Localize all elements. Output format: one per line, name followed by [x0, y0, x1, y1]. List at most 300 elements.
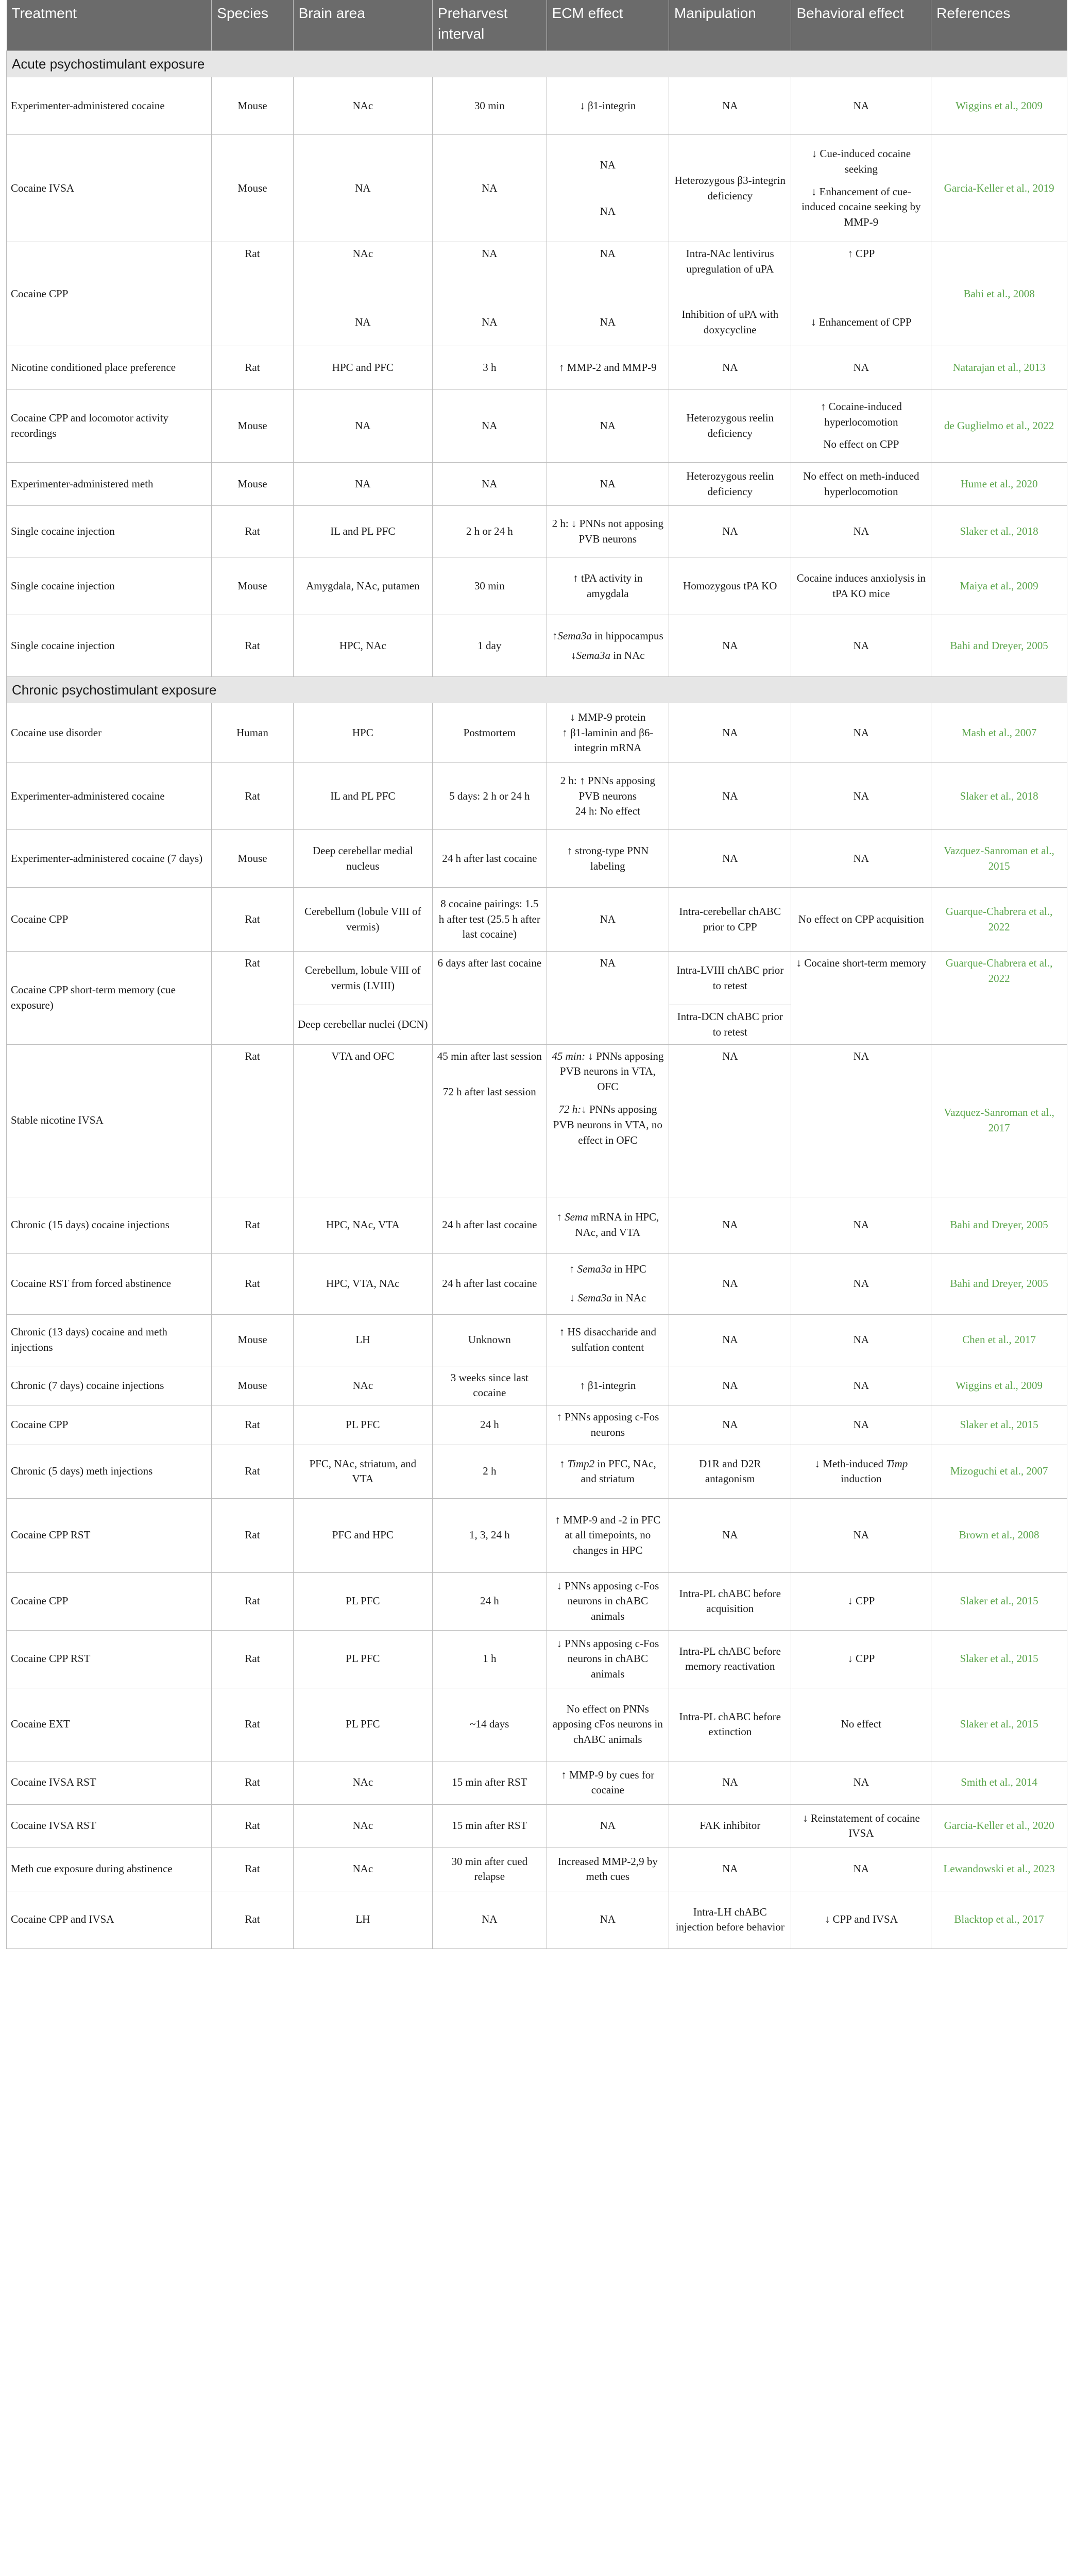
interval-cell: NA: [433, 463, 547, 506]
treatment-cell: Experimenter-administered cocaine: [7, 77, 212, 135]
reference-link[interactable]: Maiya et al., 2009: [931, 557, 1067, 615]
behavioral-effect-cell: NA: [791, 1044, 931, 1197]
table-row: [7, 1405, 1067, 1445]
reference-link[interactable]: Natarajan et al., 2013: [931, 346, 1067, 389]
interval-cell: 5 days: 2 h or 24 h: [433, 763, 547, 830]
treatment-cell: Cocaine IVSA RST: [7, 1804, 212, 1848]
interval-cell: 24 h: [433, 1572, 547, 1630]
reference-link[interactable]: Slaker et al., 2018: [931, 506, 1067, 557]
manipulation-cell: Heterozygous β3-integrin deficiency: [669, 135, 791, 242]
reference-link[interactable]: Bahi et al., 2008: [931, 242, 1067, 346]
brain-area-cell: IL and PL PFC: [293, 506, 432, 557]
section-row-acute: [7, 51, 1067, 77]
behavioral-effect-cell: NA: [791, 703, 931, 763]
treatment-cell: Cocaine CPP and IVSA: [7, 1891, 212, 1948]
behavioral-effect-cell: [791, 135, 931, 242]
ecm-effect-line: ↑ β1-laminin and β6-integrin mRNA: [562, 726, 654, 754]
ecm-effect-text: mRNA in HPC, NAc, and VTA: [575, 1211, 659, 1239]
reference-link[interactable]: Brown et al., 2008: [931, 1498, 1067, 1572]
brain-area-cell: Cerebellum, lobule VIII of vermis (LVIII): [293, 952, 432, 1005]
interval-cell: 24 h after last cocaine: [433, 1253, 547, 1314]
species-cell: Rat: [212, 506, 293, 557]
arrow-down-icon: ↓: [569, 1292, 578, 1304]
brain-area-cell: NAc: [293, 242, 432, 300]
interval-cell: 24 h: [433, 1405, 547, 1445]
brain-area-cell: NAc: [293, 1804, 432, 1848]
interval-line: 45 min after last session: [437, 1049, 542, 1062]
species-cell: Mouse: [212, 463, 293, 506]
treatment-cell: Chronic (7 days) cocaine injections: [7, 1366, 212, 1405]
reference-link[interactable]: Garcia-Keller et al., 2020: [931, 1804, 1067, 1848]
species-cell: Mouse: [212, 1366, 293, 1405]
ecm-effect-cell: ↑ tPA activity in amygdala: [547, 557, 669, 615]
interval-cell: Unknown: [433, 1314, 547, 1366]
brain-area-cell: IL and PL PFC: [293, 763, 432, 830]
brain-area-cell: Deep cerebellar nuclei (DCN): [293, 1005, 432, 1045]
species-cell: Rat: [212, 1630, 293, 1688]
manipulation-cell: NA: [669, 1197, 791, 1253]
manipulation-cell: Intra-LVIII chABC prior to retest: [669, 952, 791, 1005]
ecm-effects-table: [6, 0, 1067, 1949]
manipulation-cell: Intra-PL chABC before memory reactivation: [669, 1630, 791, 1688]
ecm-effect-cell: [547, 1253, 669, 1314]
manipulation-cell: NA: [669, 1314, 791, 1366]
ecm-effect-line: [551, 1049, 664, 1095]
table-row: [7, 1572, 1067, 1630]
col-header-brain-area: Brain area: [293, 0, 432, 51]
ecm-effect-cell: [547, 615, 669, 677]
reference-link[interactable]: Slaker et al., 2015: [931, 1405, 1067, 1445]
gene-name: Sema3a: [576, 649, 611, 662]
brain-area-cell: NA: [293, 300, 432, 346]
ecm-effect-cell: [547, 703, 669, 763]
behavioral-effect-cell: ↓ CPP: [791, 1630, 931, 1688]
brain-area-cell: PL PFC: [293, 1572, 432, 1630]
manipulation-cell: FAK inhibitor: [669, 1804, 791, 1848]
reference-link[interactable]: Slaker et al., 2015: [931, 1688, 1067, 1761]
reference-link[interactable]: Bahi and Dreyer, 2005: [931, 615, 1067, 677]
col-header-references: References: [931, 0, 1067, 51]
brain-area-cell: NAc: [293, 1761, 432, 1804]
behavioral-effect-cell: NA: [791, 1405, 931, 1445]
reference-link[interactable]: Wiggins et al., 2009: [931, 77, 1067, 135]
treatment-cell: Single cocaine injection: [7, 615, 212, 677]
behavioral-effect-line: ↓ Enhancement of cue-induced cocaine seeking by MMP-9: [802, 185, 921, 229]
section-title-chronic: Chronic psychostimulant exposure: [7, 677, 1067, 703]
treatment-cell: Cocaine CPP: [7, 1405, 212, 1445]
interval-cell: 1, 3, 24 h: [433, 1498, 547, 1572]
reference-link[interactable]: de Guglielmo et al., 2022: [931, 389, 1067, 463]
gene-name: Timp: [886, 1457, 908, 1470]
species-cell: Mouse: [212, 135, 293, 242]
ecm-effect-cell: ↓ PNNs apposing c-Fos neurons in chABC animals: [547, 1572, 669, 1630]
arrow-up-icon: ↑: [556, 1211, 565, 1224]
interval-cell: 24 h after last cocaine: [433, 830, 547, 888]
manipulation-cell: NA: [669, 830, 791, 888]
ecm-effect-text: in PFC, NAc, and striatum: [581, 1457, 656, 1485]
section-row-chronic: [7, 677, 1067, 703]
species-cell: Rat: [212, 1761, 293, 1804]
header-row: [7, 0, 1067, 51]
ecm-effect-cell: ↑ MMP-9 and -2 in PFC at all timepoints, no changes in HPC: [547, 1498, 669, 1572]
behavioral-effect-cell: ↓ CPP: [791, 1572, 931, 1630]
table-row: [7, 1498, 1067, 1572]
behavioral-effect-cell: No effect on CPP acquisition: [791, 888, 931, 952]
table-row: [7, 346, 1067, 389]
species-cell: Mouse: [212, 77, 293, 135]
behavioral-effect-line: ↓ Cue-induced cocaine seeking: [811, 147, 911, 175]
interval-cell: 8 cocaine pairings: 1.5 h after test (25.5 h after last cocaine): [433, 888, 547, 952]
brain-area-cell: NA: [293, 135, 432, 242]
ecm-effect-cell: ↑ PNNs apposing c-Fos neurons: [547, 1405, 669, 1445]
behavioral-effect-cell: Cocaine induces anxiolysis in tPA KO mice: [791, 557, 931, 615]
ecm-effect-cell: 2 h: ↓ PNNs not apposing PVB neurons: [547, 506, 669, 557]
behavioral-effect-cell: ↓ Reinstatement of cocaine IVSA: [791, 1804, 931, 1848]
brain-area-cell: LH: [293, 1314, 432, 1366]
species-cell: Rat: [212, 888, 293, 952]
treatment-cell: Meth cue exposure during abstinence: [7, 1848, 212, 1891]
behavioral-effect-cell: NA: [791, 1366, 931, 1405]
ecm-effect-cell: Increased MMP-2,9 by meth cues: [547, 1848, 669, 1891]
treatment-cell: Cocaine CPP: [7, 888, 212, 952]
species-cell: Mouse: [212, 557, 293, 615]
table-row: [7, 135, 1067, 242]
ecm-effect-cell: No effect on PNNs apposing cFos neurons in chABC animals: [547, 1688, 669, 1761]
manipulation-cell: NA: [669, 703, 791, 763]
reference-link[interactable]: Hume et al., 2020: [931, 463, 1067, 506]
behavioral-effect-line: No effect on CPP: [823, 438, 899, 451]
brain-area-cell: Deep cerebellar medial nucleus: [293, 830, 432, 888]
table-row: [7, 1314, 1067, 1366]
brain-area-cell: NA: [293, 463, 432, 506]
manipulation-cell: NA: [669, 77, 791, 135]
reference-link[interactable]: Mizoguchi et al., 2007: [931, 1445, 1067, 1498]
manipulation-cell: Heterozygous reelin deficiency: [669, 389, 791, 463]
brain-area-cell: PL PFC: [293, 1630, 432, 1688]
species-cell: Rat: [212, 1445, 293, 1498]
interval-cell: 6 days after last cocaine: [433, 952, 547, 1045]
behavioral-effect-cell: NA: [791, 830, 931, 888]
treatment-cell: Experimenter-administered cocaine (7 days): [7, 830, 212, 888]
brain-area-cell: NAc: [293, 1366, 432, 1405]
treatment-cell: Cocaine RST from forced abstinence: [7, 1253, 212, 1314]
manipulation-cell: Heterozygous reelin deficiency: [669, 463, 791, 506]
table-row: [7, 1804, 1067, 1848]
behavioral-effect-line: ↑ Cocaine-induced hyperlocomotion: [820, 400, 902, 428]
ecm-effect-cell: NA: [547, 242, 669, 300]
ecm-effect-cell: NA: [547, 300, 669, 346]
gene-name: Timp2: [567, 1457, 595, 1470]
treatment-cell: Stable nicotine IVSA: [7, 1044, 212, 1197]
species-cell: Rat: [212, 1197, 293, 1253]
reference-link[interactable]: Wiggins et al., 2009: [931, 1366, 1067, 1405]
interval-cell: ~14 days: [433, 1688, 547, 1761]
table-row: [7, 242, 1067, 300]
ecm-effect-line: NA: [600, 158, 616, 171]
ecm-effect-cell: ↑ MMP-9 by cues for cocaine: [547, 1761, 669, 1804]
ecm-effect-cell: NA: [547, 952, 669, 1045]
treatment-cell: Single cocaine injection: [7, 557, 212, 615]
brain-area-cell: NA: [293, 389, 432, 463]
ecm-effect-text: in HPC: [611, 1263, 646, 1276]
behavioral-effect-cell: NA: [791, 506, 931, 557]
col-header-preharvest-interval: Preharvest interval: [433, 0, 547, 51]
ecm-effect-cell: [547, 135, 669, 242]
behavioral-effect-cell: NA: [791, 1848, 931, 1891]
reference-link[interactable]: Chen et al., 2017: [931, 1314, 1067, 1366]
brain-area-cell: LH: [293, 1891, 432, 1948]
behavioral-effect-cell: NA: [791, 1197, 931, 1253]
reference-link[interactable]: Slaker et al., 2015: [931, 1572, 1067, 1630]
reference-link[interactable]: Vazquez-Sanroman et al., 2015: [931, 830, 1067, 888]
reference-link[interactable]: Smith et al., 2014: [931, 1761, 1067, 1804]
interval-cell: Postmortem: [433, 703, 547, 763]
col-header-behavioral-effect: Behavioral effect: [791, 0, 931, 51]
behavioral-effect-cell: NA: [791, 1498, 931, 1572]
brain-area-cell: NAc: [293, 77, 432, 135]
table-row: [7, 703, 1067, 763]
treatment-cell: Cocaine CPP RST: [7, 1630, 212, 1688]
ecm-effect-cell: ↑ HS disaccharide and sulfation content: [547, 1314, 669, 1366]
col-header-ecm-effect: ECM effect: [547, 0, 669, 51]
interval-cell: 3 weeks since last cocaine: [433, 1366, 547, 1405]
gene-name: Sema3a: [577, 1292, 612, 1304]
table-row: [7, 1366, 1067, 1405]
table-row: [7, 888, 1067, 952]
brain-area-cell: PFC, NAc, striatum, and VTA: [293, 1445, 432, 1498]
ecm-table-container: [6, 0, 1067, 1949]
manipulation-cell: NA: [669, 763, 791, 830]
species-cell: Rat: [212, 1848, 293, 1891]
ecm-effect-cell: NA: [547, 1891, 669, 1948]
brain-area-cell: HPC, NAc: [293, 615, 432, 677]
timepoint-label: 72 h:: [558, 1103, 582, 1116]
behavioral-effect-text: induction: [841, 1472, 882, 1485]
table-row: [7, 1253, 1067, 1314]
ecm-effect-line: [551, 1102, 664, 1148]
manipulation-cell: Intra-PL chABC before extinction: [669, 1688, 791, 1761]
treatment-cell: Cocaine CPP: [7, 242, 212, 346]
species-cell: Mouse: [212, 830, 293, 888]
treatment-cell: Chronic (15 days) cocaine injections: [7, 1197, 212, 1253]
behavioral-effect-cell: ↑ CPP: [791, 242, 931, 300]
treatment-cell: Chronic (13 days) cocaine and meth injections: [7, 1314, 212, 1366]
ecm-effect-cell: ↓ PNNs apposing c-Fos neurons in chABC animals: [547, 1630, 669, 1688]
table-row: [7, 830, 1067, 888]
manipulation-cell: Intra-LH chABC injection before behavior: [669, 1891, 791, 1948]
treatment-cell: Chronic (5 days) meth injections: [7, 1445, 212, 1498]
brain-area-cell: PL PFC: [293, 1688, 432, 1761]
behavioral-effect-cell: ↓ CPP and IVSA: [791, 1891, 931, 1948]
treatment-cell: Cocaine IVSA RST: [7, 1761, 212, 1804]
species-cell: Rat: [212, 763, 293, 830]
ecm-effect-cell: NA: [547, 463, 669, 506]
manipulation-cell: Homozygous tPA KO: [669, 557, 791, 615]
brain-area-cell: Amygdala, NAc, putamen: [293, 557, 432, 615]
treatment-cell: Cocaine EXT: [7, 1688, 212, 1761]
manipulation-cell: NA: [669, 1848, 791, 1891]
manipulation-cell: NA: [669, 1761, 791, 1804]
table-row: [7, 1630, 1067, 1688]
species-cell: Rat: [212, 1044, 293, 1197]
ecm-effect-line: [551, 629, 664, 644]
manipulation-cell: NA: [669, 1498, 791, 1572]
treatment-cell: Cocaine IVSA: [7, 135, 212, 242]
table-row: [7, 952, 1067, 1005]
behavioral-effect-cell: NA: [791, 615, 931, 677]
ecm-effect-cell: ↑ MMP-2 and MMP-9: [547, 346, 669, 389]
arrow-up-icon: ↑: [559, 1457, 568, 1470]
interval-cell: 1 day: [433, 615, 547, 677]
arrow-up-icon: ↑: [569, 1263, 577, 1276]
ecm-effect-line: 2 h: ↑ PNNs apposing PVB neurons: [560, 774, 655, 802]
ecm-effect-text: ↓ PNNs apposing PVB neurons in VTA, OFC: [559, 1049, 664, 1093]
manipulation-cell: NA: [669, 1253, 791, 1314]
brain-area-cell: HPC and PFC: [293, 346, 432, 389]
reference-link[interactable]: Bahi and Dreyer, 2005: [931, 1253, 1067, 1314]
interval-cell: NA: [433, 389, 547, 463]
manipulation-cell: Intra-NAc lentivirus upregulation of uPA: [669, 242, 791, 300]
ecm-effect-line: [551, 1262, 664, 1277]
interval-cell: 15 min after RST: [433, 1761, 547, 1804]
species-cell: Rat: [212, 1498, 293, 1572]
col-header-manipulation: Manipulation: [669, 0, 791, 51]
brain-area-cell: PFC and HPC: [293, 1498, 432, 1572]
behavioral-effect-cell: No effect: [791, 1688, 931, 1761]
interval-cell: 1 h: [433, 1630, 547, 1688]
ecm-effect-text: in NAc: [611, 1292, 646, 1304]
ecm-effect-line: [551, 1291, 664, 1306]
behavioral-effect-cell: NA: [791, 1314, 931, 1366]
manipulation-cell: NA: [669, 346, 791, 389]
reference-link[interactable]: Vazquez-Sanroman et al., 2017: [931, 1044, 1067, 1197]
table-row: [7, 1848, 1067, 1891]
treatment-cell: Nicotine conditioned place preference: [7, 346, 212, 389]
arrow-up-icon: ↑: [552, 629, 558, 642]
behavioral-effect-cell: ↓ Enhancement of CPP: [791, 300, 931, 346]
behavioral-effect-cell: [791, 1445, 931, 1498]
interval-cell: NA: [433, 300, 547, 346]
ecm-effect-cell: [547, 1197, 669, 1253]
interval-cell: 30 min after cued relapse: [433, 1848, 547, 1891]
gene-name: Sema: [565, 1211, 588, 1224]
brain-area-cell: NAc: [293, 1848, 432, 1891]
ecm-effect-cell: NA: [547, 1804, 669, 1848]
manipulation-cell: NA: [669, 1044, 791, 1197]
gene-name: Sema3a: [577, 1263, 612, 1276]
reference-link[interactable]: Slaker et al., 2018: [931, 763, 1067, 830]
interval-line: 72 h after last session: [442, 1086, 536, 1098]
behavioral-effect-cell: ↓ Cocaine short-term memory: [791, 952, 931, 1045]
timepoint-label: 45 min:: [552, 1049, 586, 1062]
species-cell: Mouse: [212, 1314, 293, 1366]
brain-area-cell: PL PFC: [293, 1405, 432, 1445]
behavioral-effect-cell: No effect on meth-induced hyperlocomotion: [791, 463, 931, 506]
reference-link[interactable]: Lewandowski et al., 2023: [931, 1848, 1067, 1891]
reference-link[interactable]: Garcia-Keller et al., 2019: [931, 135, 1067, 242]
table-row: [7, 1197, 1067, 1253]
table-row: [7, 463, 1067, 506]
interval-cell: 2 h or 24 h: [433, 506, 547, 557]
interval-cell: 3 h: [433, 346, 547, 389]
ecm-effect-text: in hippocampus: [591, 629, 663, 642]
behavioral-effect-cell: NA: [791, 346, 931, 389]
brain-area-cell: HPC, VTA, NAc: [293, 1253, 432, 1314]
brain-area-cell: HPC: [293, 703, 432, 763]
ecm-effect-line: 24 h: No effect: [575, 805, 640, 818]
section-title-acute: Acute psychostimulant exposure: [7, 51, 1067, 77]
manipulation-cell: Intra-cerebellar chABC prior to CPP: [669, 888, 791, 952]
interval-cell: 2 h: [433, 1445, 547, 1498]
interval-cell: 24 h after last cocaine: [433, 1197, 547, 1253]
treatment-cell: Experimenter-administered cocaine: [7, 763, 212, 830]
behavioral-effect-cell: NA: [791, 77, 931, 135]
species-cell: Rat: [212, 242, 293, 346]
species-cell: Rat: [212, 1253, 293, 1314]
reference-link[interactable]: Bahi and Dreyer, 2005: [931, 1197, 1067, 1253]
ecm-effect-cell: NA: [547, 888, 669, 952]
reference-link[interactable]: Mash et al., 2007: [931, 703, 1067, 763]
behavioral-effect-cell: NA: [791, 763, 931, 830]
ecm-effect-line: NA: [600, 205, 616, 217]
reference-link[interactable]: Guarque-Chabrera et al., 2022: [931, 952, 1067, 1045]
treatment-cell: Experimenter-administered meth: [7, 463, 212, 506]
gene-name: Sema3a: [557, 629, 592, 642]
behavioral-effect-cell: NA: [791, 1253, 931, 1314]
reference-link[interactable]: Slaker et al., 2015: [931, 1630, 1067, 1688]
ecm-effect-cell: ↓ β1-integrin: [547, 77, 669, 135]
species-cell: Mouse: [212, 389, 293, 463]
table-row: [7, 763, 1067, 830]
species-cell: Rat: [212, 1804, 293, 1848]
ecm-effect-cell: NA: [547, 389, 669, 463]
arrow-down-icon: ↓: [571, 649, 576, 662]
manipulation-cell: D1R and D2R antagonism: [669, 1445, 791, 1498]
table-row: [7, 389, 1067, 463]
table-row: [7, 1445, 1067, 1498]
species-cell: Rat: [212, 1688, 293, 1761]
manipulation-cell: Intra-PL chABC before acquisition: [669, 1572, 791, 1630]
table-row: [7, 77, 1067, 135]
treatment-cell: Cocaine CPP short-term memory (cue exposure): [7, 952, 212, 1045]
ecm-effect-cell: ↑ β1-integrin: [547, 1366, 669, 1405]
species-cell: Rat: [212, 346, 293, 389]
behavioral-effect-text: ↓ Meth-induced: [814, 1457, 887, 1470]
ecm-effect-cell: ↑ strong-type PNN labeling: [547, 830, 669, 888]
interval-cell: [433, 1044, 547, 1197]
species-cell: Rat: [212, 1405, 293, 1445]
reference-link[interactable]: Blacktop et al., 2017: [931, 1891, 1067, 1948]
manipulation-cell: NA: [669, 1366, 791, 1405]
table-row: [7, 506, 1067, 557]
interval-cell: 30 min: [433, 77, 547, 135]
behavioral-effect-cell: NA: [791, 1761, 931, 1804]
table-row: [7, 1044, 1067, 1197]
treatment-cell: Single cocaine injection: [7, 506, 212, 557]
species-cell: Rat: [212, 952, 293, 1045]
brain-area-cell: HPC, NAc, VTA: [293, 1197, 432, 1253]
species-cell: Human: [212, 703, 293, 763]
table-row: [7, 1688, 1067, 1761]
reference-link[interactable]: Guarque-Chabrera et al., 2022: [931, 888, 1067, 952]
treatment-cell: Cocaine CPP and locomotor activity recordings: [7, 389, 212, 463]
manipulation-cell: NA: [669, 506, 791, 557]
ecm-effect-text: ↓ PNNs apposing PVB neurons in VTA, no effect in OFC: [553, 1103, 662, 1146]
treatment-cell: Cocaine CPP RST: [7, 1498, 212, 1572]
manipulation-cell: Inhibition of uPA with doxycycline: [669, 300, 791, 346]
interval-cell: 15 min after RST: [433, 1804, 547, 1848]
manipulation-cell: NA: [669, 615, 791, 677]
